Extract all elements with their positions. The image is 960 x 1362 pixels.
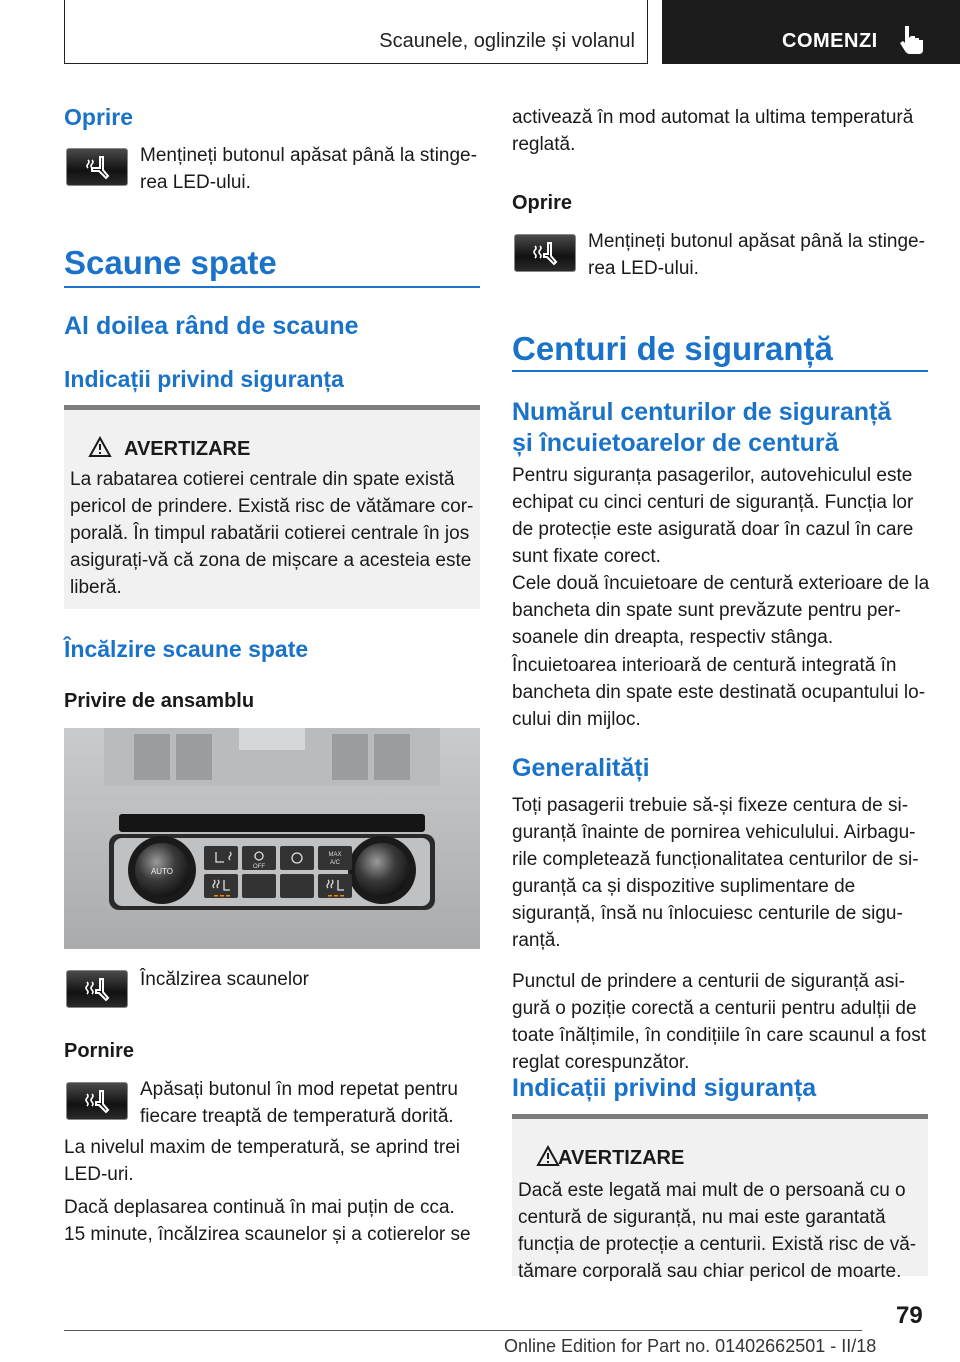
heading-scaune-spate: Scaune spate: [64, 244, 277, 281]
heading-rear-heating: Încălzire scaune spate: [64, 636, 309, 662]
para-anchor-point: Punctul de prindere a centurii de siguranță asi‐ gură o poziție corectă a centurii pentru adulții de toate înălțimile, în condițiile în care scaunul a fost reglat corespunzător.: [512, 971, 927, 1073]
heading-seat-belts: Centuri de siguranță: [512, 330, 833, 367]
warning-text-right: Dacă este legată mai mult de o persoană cu o centură de siguranță, nu mai este garantată funcția de protecție a centurii. Există risc de vă‐ tămare corporală sau chiar pericol de moarte.: [518, 1180, 917, 1282]
heading-belt-count: Numărul centurilor de siguranță și încuietoarelor de centură: [512, 398, 892, 457]
header-chapter-title: COMENZI: [782, 30, 878, 52]
para-outer-buckles: Cele două încuietoare de centură exterioare de la bancheta din spate sunt prevăzute pentru per‐ soanele din dreapta, respectiv stânga.: [512, 573, 930, 648]
heating-caption: Încălzirea scaunelor: [140, 969, 309, 990]
para-general: Toți pasagerii trebuie să-și fixeze centura de si‐ guranță înainte de pornirea vehiculului. Airbagu‐ rile completează funcționalitatea centurilor de si‐ guranță ca și dispozitive suplimentare de siguranță, însă nu înlocuiesc centurile de sigu‐ ranță.: [512, 795, 919, 951]
warning-triangle-icon: [88, 436, 112, 463]
oprire-label-right: Oprire: [512, 192, 573, 214]
seat-heat-icon: [82, 976, 112, 1002]
warning-triangle-icon: [536, 1145, 560, 1172]
seat-heating-button-icon: [66, 1082, 128, 1120]
para-max-level: La nivelul maxim de temperatură, se aprind trei LED-uri.: [64, 1137, 461, 1185]
photo-ac-label: A/C: [329, 860, 341, 866]
heading-safety-right: Indicații privind siguranța: [512, 1074, 817, 1102]
seat-heat-icon: [530, 240, 560, 266]
para-belt-count: Pentru siguranța pasagerilor, autovehiculul este echipat cu cinci centuri de siguranță. Funcția lor de protecție este asigurată doar în cazul în care sunt fixate corect.: [512, 465, 914, 567]
seat-heat-icon: [82, 1088, 112, 1114]
seat-heating-button-icon: [514, 234, 576, 272]
seat-heating-button-icon: [66, 970, 128, 1008]
para-continued: activează în mod automat la ultima temperatură reglată.: [512, 107, 914, 155]
hand-pointer-icon: [898, 24, 926, 61]
para-inner-buckle: Încuietoarea interioară de centură integrată în bancheta din spate este destinată ocupantului lo‐ cului din mijloc.: [512, 655, 926, 730]
header-section-box: [64, 0, 648, 64]
photo-off-label: OFF: [253, 864, 265, 870]
page-number: 79: [896, 1302, 923, 1329]
warning-box-right: [512, 1114, 928, 1282]
footer-edition: Online Edition for Part no. 01402662501 - II/18: [504, 1336, 877, 1356]
heading-general: Generalități: [512, 754, 650, 782]
heading-rule-right: [512, 370, 928, 372]
warning-text-left: La rabatarea cotierei centrale din spate există pericol de prindere. Există risc de vătămare cor‐ porală. În timpul rabatării cotierei centrale în jos asigurați-vă că zona de mișcare a acesteia este liberă.: [70, 469, 474, 598]
header-chapter-box: [662, 0, 960, 64]
heading-second-row: Al doilea rând de scaune: [64, 312, 359, 340]
photo-max-label: MAX: [328, 852, 342, 858]
oprire-heading-left: Oprire: [64, 104, 134, 130]
para-auto-continue: Dacă deplasarea continuă în mai puțin de cca. 15 minute, încălzirea scaunelor și a cotierelor se: [64, 1197, 471, 1245]
warning-box-left: [64, 405, 480, 609]
pornire-label: Pornire: [64, 1040, 135, 1062]
oprire-text-right: Mențineți butonul apăsat până la stinge‐ rea LED-ului.: [588, 231, 925, 279]
heading-rule-left: [64, 286, 480, 288]
warning-title-right: AVERTIZARE: [558, 1147, 685, 1169]
seat-heating-button-icon: [66, 148, 128, 186]
pornire-text: Apăsați butonul în mod repetat pentru fiecare treaptă de temperatură dorită.: [140, 1079, 458, 1127]
heading-safety-left: Indicații privind siguranța: [64, 366, 344, 392]
rear-console-photo: [64, 728, 480, 949]
oprire-text-left: Mențineți butonul apăsat până la stinge‐ rea LED-ului.: [140, 145, 477, 193]
footer-rule: [64, 1330, 862, 1331]
header-section-title: Scaunele, oglinzile și volanul: [379, 30, 635, 52]
photo-auto-label: AUTO: [150, 867, 174, 876]
seat-heat-icon: [82, 154, 112, 180]
overview-label: Privire de ansamblu: [64, 690, 255, 712]
warning-title-left: AVERTIZARE: [124, 438, 251, 460]
